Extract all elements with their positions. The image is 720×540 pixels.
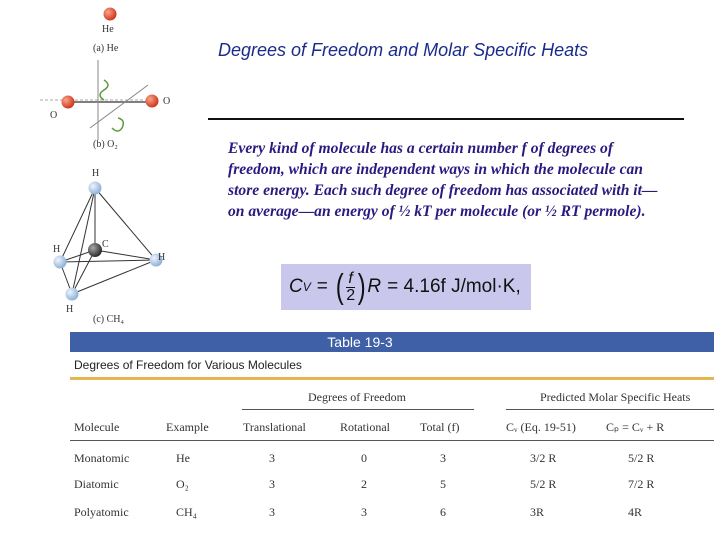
formula-lhs-sub: V: [302, 280, 311, 294]
c-label: C: [102, 239, 109, 250]
body-paragraph: Every kind of molecule has a certain number f of degrees of freedom, which are independent ways in which the molecule can store energy. Each such degree of freedom has associated with it—on average—an energy of ½ kT per molecule (or ½ RT permole).: [228, 140, 658, 220]
row-diatomic-cv: 5/2 R: [530, 477, 557, 491]
table-banner-label: Table 19-3: [327, 334, 393, 350]
o-right-label: O: [163, 96, 171, 107]
he-atom-label: He: [102, 24, 114, 35]
carbon-atom-icon: [88, 243, 102, 257]
row-diatomic-total: 5: [440, 477, 446, 491]
h-left-label: H: [53, 244, 61, 255]
row-polyatomic-total: 6: [440, 505, 446, 519]
hydrogen-atom-left-icon: [54, 256, 67, 269]
o2-caption: (b) O₂: [93, 139, 118, 150]
row-monatomic-cv: 3/2 R: [530, 451, 557, 465]
row-polyatomic-rot: 3: [361, 505, 367, 519]
row-diatomic-trans: 3: [269, 477, 275, 491]
row-diatomic-cp: 7/2 R: [628, 477, 655, 491]
molecule-diagrams: [30, 0, 210, 330]
col-header-molecule: Molecule: [74, 420, 120, 434]
col-header-total: Total (f): [420, 420, 460, 434]
row-diatomic-example: O₂: [176, 477, 189, 491]
formula-r: R: [367, 276, 382, 297]
he-caption: (a) He: [93, 43, 119, 54]
row-monatomic-total: 3: [440, 451, 446, 465]
row-polyatomic-cp: 4R: [628, 505, 643, 519]
ch4-caption: (c) CH₄: [93, 314, 124, 325]
row-polyatomic-molecule: Polyatomic: [74, 505, 129, 519]
col-header-rotational: Rotational: [340, 420, 390, 434]
col-header-translational: Translational: [243, 420, 306, 434]
col-header-cv: Cᵥ (Eq. 19-51): [506, 420, 576, 434]
col-header-example: Example: [166, 420, 209, 434]
oxygen-atom-right-icon: [146, 95, 159, 108]
row-polyatomic-trans: 3: [269, 505, 275, 519]
frac-denominator: 2: [346, 286, 356, 304]
col-header-cp: Cₚ = Cᵥ + R: [606, 420, 665, 434]
row-diatomic-molecule: Diatomic: [74, 477, 119, 491]
o-left-label: O: [50, 110, 58, 121]
row-polyatomic-example: CH₄: [176, 505, 197, 519]
row-diatomic-rot: 2: [361, 477, 367, 491]
hydrogen-atom-top-icon: [89, 182, 102, 195]
row-monatomic-trans: 3: [269, 451, 275, 465]
title-divider: [208, 118, 684, 120]
formula-fraction: [346, 271, 355, 304]
group-header-dof: Degrees of Freedom: [308, 390, 406, 404]
formula-rhs: = 4.16f J/mol·K,: [387, 276, 521, 297]
table-subtitle: Degrees of Freedom for Various Molecules: [74, 358, 302, 372]
group-underline-heats: [506, 409, 714, 410]
slide-title: Degrees of Freedom and Molar Specific Heats: [218, 40, 589, 60]
h-top-label: H: [92, 168, 100, 179]
hydrogen-atom-bottom-icon: [66, 288, 79, 301]
formula-lhs: C: [289, 276, 303, 297]
h-right-label: H: [158, 252, 166, 263]
frac-numerator: f: [348, 269, 353, 287]
row-monatomic-cp: 5/2 R: [628, 451, 655, 465]
helium-atom-icon: [104, 8, 117, 21]
formula-eq: =: [316, 276, 328, 297]
row-monatomic-rot: 0: [361, 451, 367, 465]
group-underline-dof: [242, 409, 474, 410]
oxygen-atom-left-icon: [62, 96, 75, 109]
heat-capacity-formula: C V = ( $\frac{f}{2}$ ) R = 4.16f J/mol·K,: [281, 264, 531, 310]
header-rule: [70, 440, 714, 441]
row-monatomic-molecule: Monatomic: [74, 451, 130, 465]
group-header-heats: Predicted Molar Specific Heats: [540, 390, 691, 404]
row-monatomic-example: He: [176, 451, 190, 465]
h-bottom-label: H: [66, 304, 74, 315]
row-polyatomic-cv: 3R: [530, 505, 545, 519]
table-accent-rule: [70, 377, 714, 380]
